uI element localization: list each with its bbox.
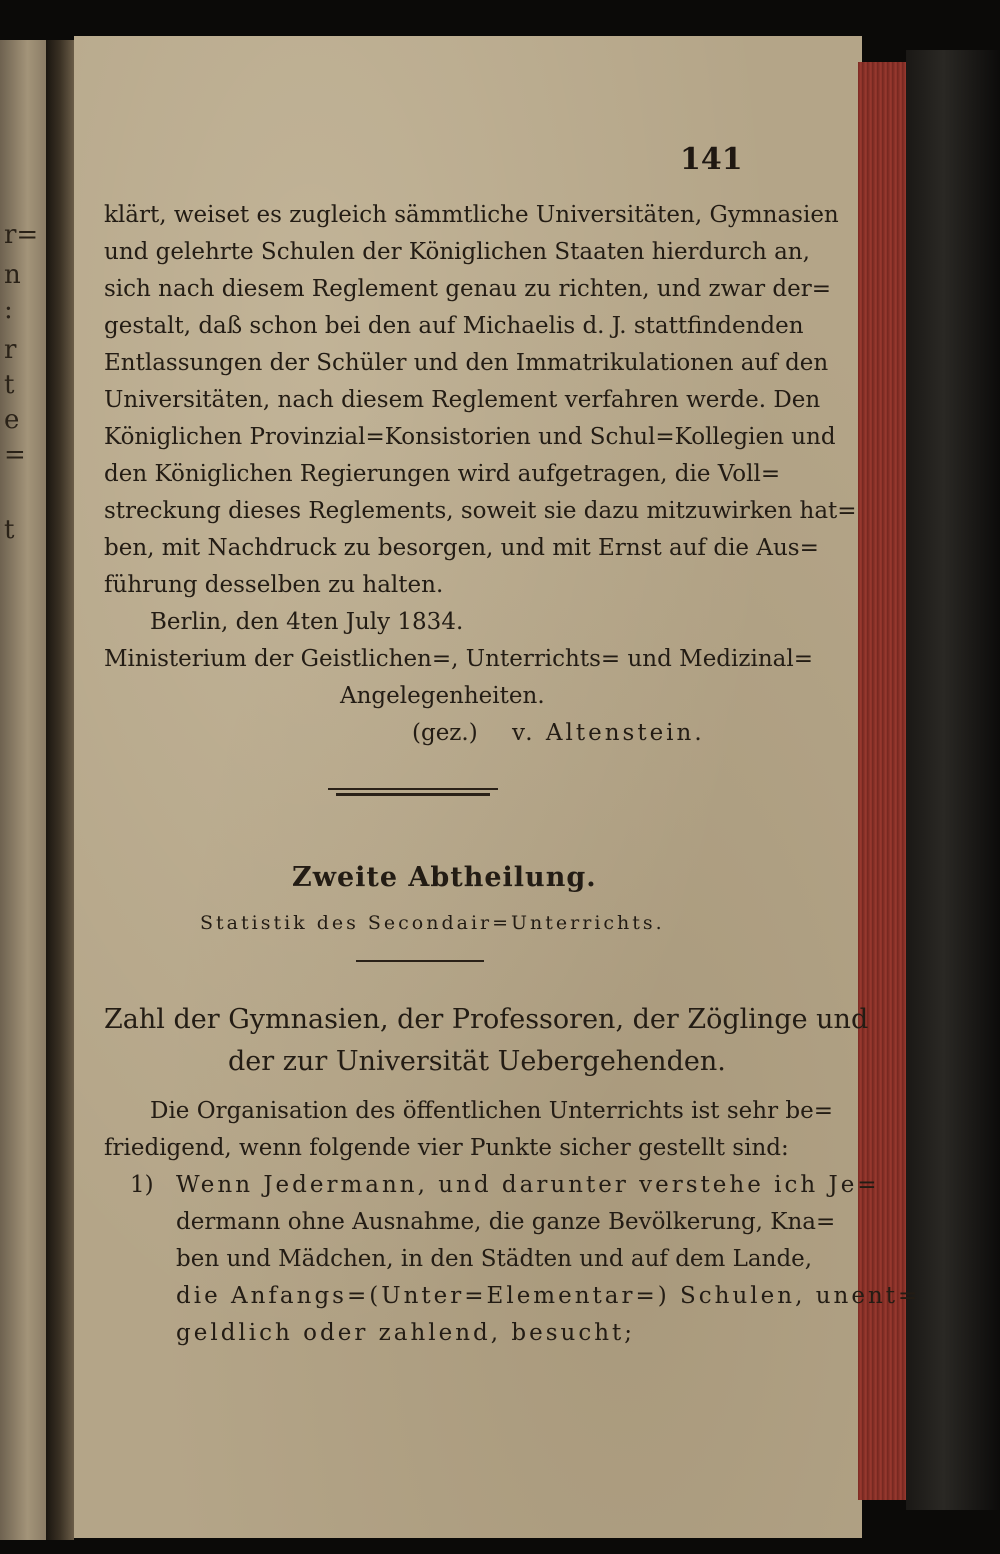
- text-line: Universitäten, nach diesem Reglement verfahren werde. Den: [104, 387, 821, 413]
- signature-prefix: (gez.): [412, 720, 478, 746]
- text-line: sich nach diesem Reglement genau zu richten, und zwar der=: [104, 276, 831, 302]
- section-subheading: Statistik des Secondair=Unterrichts.: [200, 912, 665, 934]
- list-line: dermann ohne Ausnahme, die ganze Bevölkerung, Kna=: [176, 1209, 836, 1235]
- left-page-fragment: t: [4, 515, 15, 545]
- left-page-fragment: :: [4, 295, 13, 325]
- ornamental-rule: [336, 793, 490, 796]
- title-line: der zur Universität Uebergehenden.: [228, 1046, 726, 1077]
- title-line: Zahl der Gymnasien, der Professoren, der Zöglinge und: [104, 1004, 869, 1035]
- text-line: Königlichen Provinzial=Konsistorien und Schul=Kollegien und: [104, 424, 836, 450]
- text-line: gestalt, daß schon bei den auf Michaelis d. J. stattfindenden: [104, 313, 804, 339]
- text-line: führung desselben zu halten.: [104, 572, 444, 598]
- left-page-fragment: =: [4, 440, 26, 470]
- paragraph-line: Die Organisation des öffentlichen Unterrichts ist sehr be=: [150, 1098, 834, 1124]
- list-line: ben und Mädchen, in den Städten und auf dem Lande,: [176, 1246, 813, 1272]
- list-line: Wenn Jedermann, und darunter verstehe ich Je=: [176, 1172, 880, 1198]
- left-page-fragment: t: [4, 370, 15, 400]
- left-page-fragment: n: [4, 260, 21, 290]
- left-page-edge: [0, 40, 46, 1540]
- list-line: die Anfangs=(Unter=Elementar=) Schulen, unent=: [176, 1283, 921, 1309]
- signature-name: v. Altenstein.: [512, 720, 705, 746]
- text-line: ben, mit Nachdruck zu besorgen, und mit Ernst auf die Aus=: [104, 535, 819, 561]
- book-gutter: [46, 40, 74, 1540]
- text-line: Entlassungen der Schüler und den Immatrikulationen auf den: [104, 350, 829, 376]
- text-line: und gelehrte Schulen der Königlichen Staaten hierdurch an,: [104, 239, 810, 265]
- left-page-fragment: e: [4, 405, 20, 435]
- text-line: den Königlichen Regierungen wird aufgetragen, die Voll=: [104, 461, 781, 487]
- left-page-fragment: r=: [4, 220, 39, 250]
- ministry-line: Angelegenheiten.: [340, 683, 545, 709]
- section-heading: Zweite Abtheilung.: [292, 862, 597, 893]
- paragraph-line: friedigend, wenn folgende vier Punkte sicher gestellt sind:: [104, 1135, 789, 1161]
- text-line: streckung dieses Reglements, soweit sie dazu mitzuwirken hat=: [104, 498, 857, 524]
- divider-rule: [356, 960, 484, 962]
- left-page-fragment: r: [4, 335, 17, 365]
- ministry-line: Ministerium der Geistlichen=, Unterrichts= und Medizinal=: [104, 646, 814, 672]
- list-line: geldlich oder zahlend, besucht;: [176, 1320, 636, 1346]
- ornamental-rule: [328, 788, 498, 790]
- date-line: Berlin, den 4ten July 1834.: [150, 609, 464, 635]
- list-number: 1): [130, 1172, 154, 1198]
- page-number: 141: [680, 142, 743, 177]
- text-line: klärt, weiset es zugleich sämmtliche Universitäten, Gymnasien: [104, 202, 839, 228]
